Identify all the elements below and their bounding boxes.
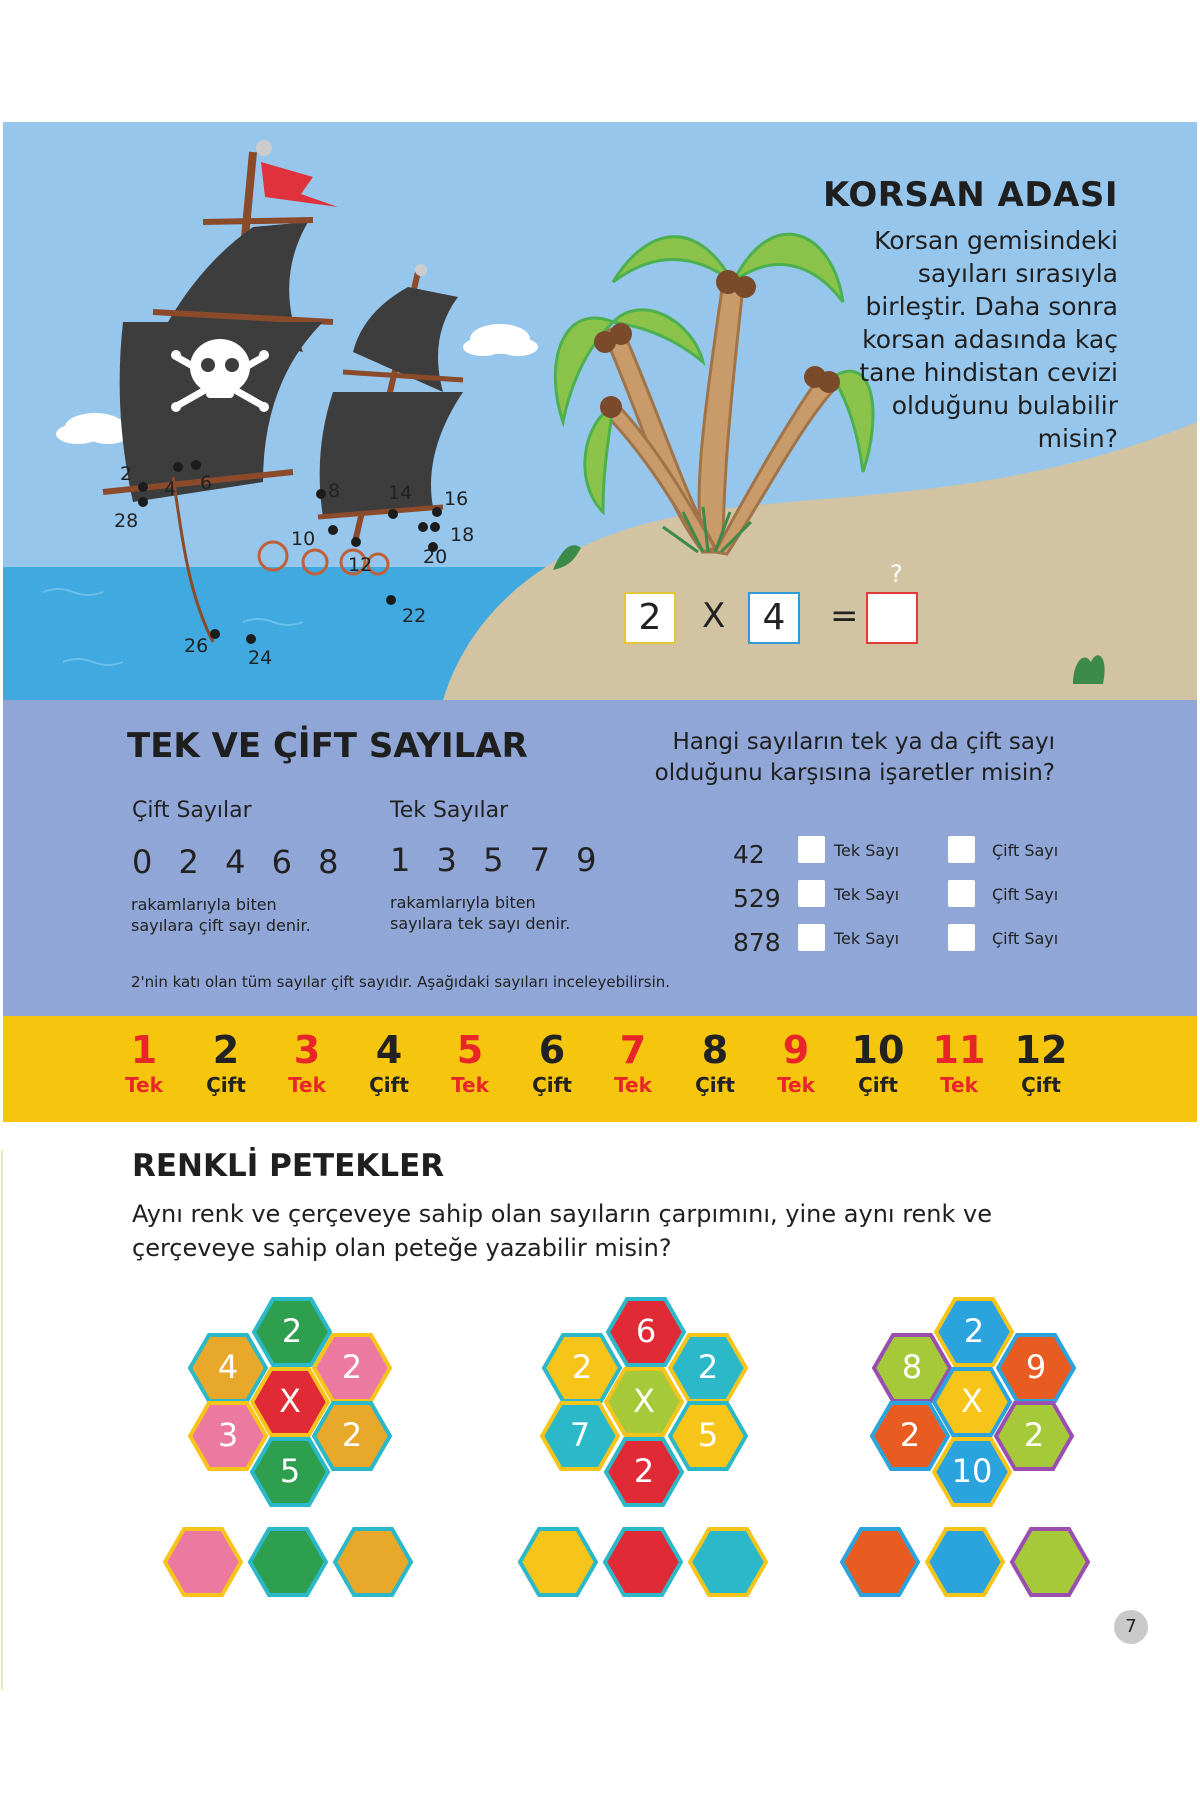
hex-number: 2 bbox=[633, 1452, 655, 1490]
hex-number: 5 bbox=[279, 1452, 301, 1490]
dot-label: 6 bbox=[200, 472, 213, 494]
strip-item: 12 Çift bbox=[1014, 1028, 1068, 1097]
answer-hex[interactable] bbox=[927, 1529, 1003, 1595]
strip-item: 11 Tek bbox=[932, 1028, 986, 1097]
hex-number: 2 bbox=[571, 1348, 593, 1386]
dot-label: 16 bbox=[444, 488, 469, 510]
dot-label: 14 bbox=[388, 482, 413, 504]
tek-label: Tek Sayı bbox=[834, 885, 900, 904]
strip-item: 6 Çift bbox=[532, 1028, 572, 1097]
strip-item: 5 Tek bbox=[451, 1028, 489, 1097]
hex-number: 8 bbox=[901, 1348, 923, 1386]
strip-item: 10 Çift bbox=[851, 1028, 905, 1097]
strip-item: 3 Tek bbox=[288, 1028, 326, 1097]
hex-number: 2 bbox=[341, 1348, 363, 1386]
petekler-instructions: Aynı renk ve çerçeveye sahip olan sayıların çarpımını, yine aynı renk ve çerçeveye sahip olan peteğe yazabilir misin? bbox=[132, 1200, 993, 1262]
dot-label: 22 bbox=[402, 605, 427, 627]
cift-label: Çift Sayı bbox=[992, 885, 1059, 904]
dot-label: 12 bbox=[348, 554, 373, 576]
tek-checkbox[interactable] bbox=[798, 880, 825, 907]
tek-cift-title: TEK VE ÇİFT SAYILAR bbox=[127, 726, 528, 766]
hex-operator: X bbox=[633, 1382, 655, 1420]
dot-label: 26 bbox=[184, 635, 209, 657]
note-text: 2'nin katı olan tüm sayılar çift sayıdır. Aşağıdaki sayıları inceleyebilirsin. bbox=[131, 973, 671, 991]
hex-number: 6 bbox=[635, 1312, 657, 1350]
answer-hex[interactable] bbox=[250, 1529, 326, 1595]
dot-label: 2 bbox=[120, 463, 133, 485]
hex-number: 2 bbox=[963, 1312, 985, 1350]
cift-checkbox[interactable] bbox=[948, 924, 975, 951]
hex-number: 10 bbox=[951, 1452, 993, 1490]
tek-checkbox[interactable] bbox=[798, 836, 825, 863]
strip-item: 9 Tek bbox=[777, 1028, 815, 1097]
hex-number: 2 bbox=[697, 1348, 719, 1386]
hex-number: 2 bbox=[1023, 1416, 1045, 1454]
hex-number: 5 bbox=[697, 1416, 719, 1454]
answer-hex[interactable] bbox=[520, 1529, 596, 1595]
strip-item: 8 Çift bbox=[695, 1028, 735, 1097]
number-529: 529 bbox=[733, 884, 781, 913]
hex-number: 2 bbox=[341, 1416, 363, 1454]
tek-description: rakamlarıyla biten sayılara tek sayı denir. bbox=[390, 893, 571, 933]
petekler-title: RENKLİ PETEKLER bbox=[132, 1148, 445, 1184]
svg-text:?: ? bbox=[890, 560, 903, 588]
hex-number: 9 bbox=[1025, 1348, 1047, 1386]
tek-label: Tek Sayı bbox=[834, 929, 900, 948]
cift-description: rakamlarıyla biten sayılara çift sayı denir. bbox=[131, 895, 311, 935]
hex-operator: X bbox=[961, 1382, 983, 1420]
page-number: 7 bbox=[1114, 1610, 1148, 1644]
strip-item: 4 Çift bbox=[369, 1028, 409, 1097]
strip-item: 2 Çift bbox=[206, 1028, 246, 1097]
answer-hex[interactable] bbox=[690, 1529, 766, 1595]
tek-label: Tek Sayı bbox=[834, 841, 900, 860]
answer-hex[interactable] bbox=[165, 1529, 241, 1595]
dot-label: 18 bbox=[450, 524, 475, 546]
number-42: 42 bbox=[733, 840, 765, 869]
answer-box[interactable] bbox=[866, 592, 918, 644]
tek-digits: 1 3 5 7 9 bbox=[390, 841, 605, 879]
hex-number: 4 bbox=[217, 1348, 239, 1386]
answer-hex[interactable] bbox=[605, 1529, 681, 1595]
answer-hex[interactable] bbox=[1012, 1529, 1088, 1595]
hex-number: 2 bbox=[899, 1416, 921, 1454]
dot-label: 4 bbox=[164, 478, 177, 500]
cift-label: Çift Sayı bbox=[992, 841, 1059, 860]
dot-label: 8 bbox=[328, 480, 341, 502]
tek-cift-question: Hangi sayıların tek ya da çift sayı olduğunu karşısına işaretler misin? bbox=[654, 729, 1055, 786]
strip-item: 7 Tek bbox=[614, 1028, 652, 1097]
cift-label: Çift Sayı bbox=[992, 929, 1059, 948]
dot-label: 24 bbox=[248, 647, 273, 669]
dot-label: 10 bbox=[291, 528, 316, 550]
cift-checkbox[interactable] bbox=[948, 836, 975, 863]
dot-label: 20 bbox=[423, 546, 448, 568]
korsan-instructions: Korsan gemisindeki sayıları sırasıyla birleştir. Daha sonra korsan adasında kaç tane hindistan cevizi olduğunu bulabilir misin? bbox=[859, 226, 1118, 453]
cift-heading: Çift Sayılar bbox=[132, 798, 252, 823]
answer-hex[interactable] bbox=[335, 1529, 411, 1595]
number-878: 878 bbox=[733, 928, 781, 957]
answer-hex[interactable] bbox=[842, 1529, 918, 1595]
equation-factor-box: 2 bbox=[624, 592, 676, 644]
cift-checkbox[interactable] bbox=[948, 880, 975, 907]
hex-number: 2 bbox=[281, 1312, 303, 1350]
multiply-sign: X bbox=[702, 596, 726, 636]
equals-sign: = bbox=[830, 596, 859, 636]
hex-operator: X bbox=[279, 1382, 301, 1420]
cift-digits: 0 2 4 6 8 bbox=[132, 843, 347, 881]
equation-factor-box: 4 bbox=[748, 592, 800, 644]
tek-checkbox[interactable] bbox=[798, 924, 825, 951]
korsan-title: KORSAN ADASI bbox=[823, 175, 1118, 215]
strip-item: 1 Tek bbox=[125, 1028, 163, 1097]
dot-label: 28 bbox=[114, 510, 139, 532]
tek-heading: Tek Sayılar bbox=[390, 798, 509, 823]
hex-number: 7 bbox=[569, 1416, 591, 1454]
hex-number: 3 bbox=[217, 1416, 239, 1454]
